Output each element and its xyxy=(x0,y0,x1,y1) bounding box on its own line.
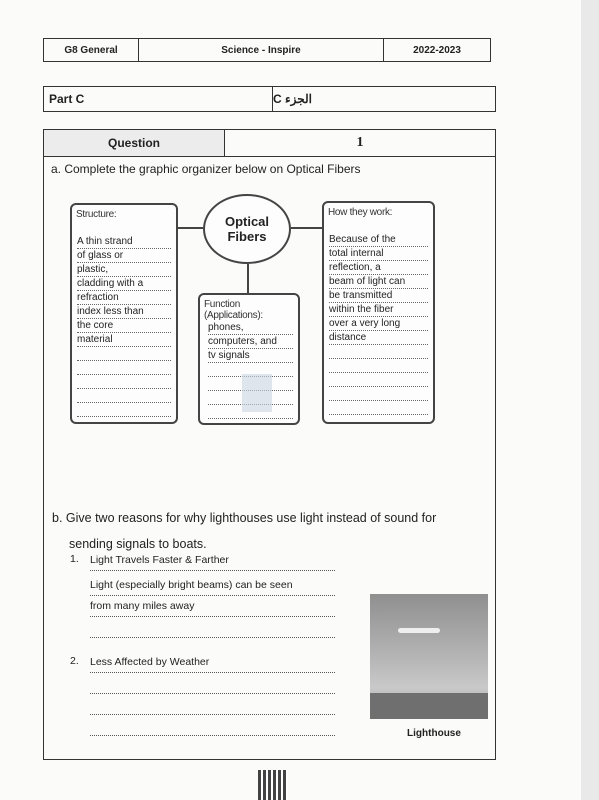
answer-line[interactable] xyxy=(329,401,428,415)
structure-title: Structure: xyxy=(76,209,117,220)
answer-line[interactable]: Less Affected by Weather xyxy=(90,652,335,673)
answer-line[interactable]: be transmitted xyxy=(329,289,428,303)
part-label: Part C xyxy=(44,87,273,111)
answer-line[interactable] xyxy=(77,403,171,417)
question-label: Question xyxy=(44,130,225,156)
answer-line[interactable] xyxy=(77,375,171,389)
how-they-work-box xyxy=(322,201,435,424)
optical-fibers-oval xyxy=(203,194,291,264)
answer-1-number: 1. xyxy=(70,553,79,565)
answer-line[interactable]: from many miles away xyxy=(90,596,335,617)
answer-line[interactable]: cladding with a xyxy=(77,277,171,291)
answer-line[interactable] xyxy=(90,617,335,638)
answer-line[interactable] xyxy=(77,361,171,375)
how-they-work-lines xyxy=(329,233,428,415)
answer-line[interactable]: of glass or xyxy=(77,249,171,263)
watermark xyxy=(242,374,272,412)
answer-line[interactable]: total internal xyxy=(329,247,428,261)
answer-line[interactable]: Light (especially bright beams) can be seen xyxy=(90,575,335,596)
qr-code-icon xyxy=(258,770,288,800)
answer-line[interactable]: tv signals xyxy=(208,349,293,363)
subject-cell: Science - Inspire xyxy=(139,39,384,61)
answer-line[interactable] xyxy=(90,715,335,736)
part-label-arabic: الجزء C xyxy=(273,92,313,106)
answer-line[interactable] xyxy=(329,373,428,387)
answer-line[interactable] xyxy=(329,387,428,401)
answer-line[interactable]: Light Travels Faster & Farther xyxy=(90,550,335,571)
answer-line[interactable] xyxy=(77,389,171,403)
answer-line[interactable]: beam of light can xyxy=(329,275,428,289)
answer-2 xyxy=(70,652,335,736)
answer-line[interactable]: plastic, xyxy=(77,263,171,277)
oval-line-1: Optical xyxy=(224,214,270,229)
grade-cell: G8 General xyxy=(44,39,139,61)
answer-line[interactable]: index less than xyxy=(77,305,171,319)
answer-line[interactable]: Because of the xyxy=(329,233,428,247)
part-a-prompt: a. Complete the graphic organizer below on Optical Fibers xyxy=(51,162,361,176)
answer-line[interactable]: computers, and xyxy=(208,335,293,349)
year-cell: 2022-2023 xyxy=(413,44,461,56)
answer-line[interactable] xyxy=(329,359,428,373)
answer-line[interactable] xyxy=(90,673,335,694)
structure-box xyxy=(70,203,178,424)
function-title: Function (Applications): xyxy=(204,299,263,321)
answer-line[interactable]: phones, xyxy=(208,321,293,335)
answer-line[interactable]: A thin strand xyxy=(77,235,171,249)
answer-line[interactable]: refraction xyxy=(77,291,171,305)
part-b-prompt-line-2: sending signals to boats. xyxy=(69,537,207,551)
answer-line[interactable]: distance xyxy=(329,331,428,345)
answer-line[interactable]: within the fiber xyxy=(329,303,428,317)
coastline xyxy=(370,693,488,719)
answer-line[interactable] xyxy=(329,345,428,359)
answer-2-number: 2. xyxy=(70,655,79,667)
how-they-work-title: How they work: xyxy=(328,207,393,218)
answer-line[interactable]: over a very long xyxy=(329,317,428,331)
answer-line[interactable]: reflection, a xyxy=(329,261,428,275)
question-number: 1 xyxy=(356,135,364,150)
answer-1 xyxy=(70,550,335,638)
answer-line[interactable]: the core xyxy=(77,319,171,333)
oval-line-2: Fibers xyxy=(227,229,267,244)
structure-lines xyxy=(77,235,171,417)
light-beam xyxy=(398,628,440,633)
part-b-prompt-line-1: b. Give two reasons for why lighthouses use light instead of sound for xyxy=(52,511,437,525)
answer-line[interactable]: material xyxy=(77,333,171,347)
photo-caption: Lighthouse xyxy=(407,728,461,739)
answer-line[interactable] xyxy=(77,347,171,361)
answer-line[interactable] xyxy=(90,694,335,715)
lighthouse-photo xyxy=(370,594,488,719)
